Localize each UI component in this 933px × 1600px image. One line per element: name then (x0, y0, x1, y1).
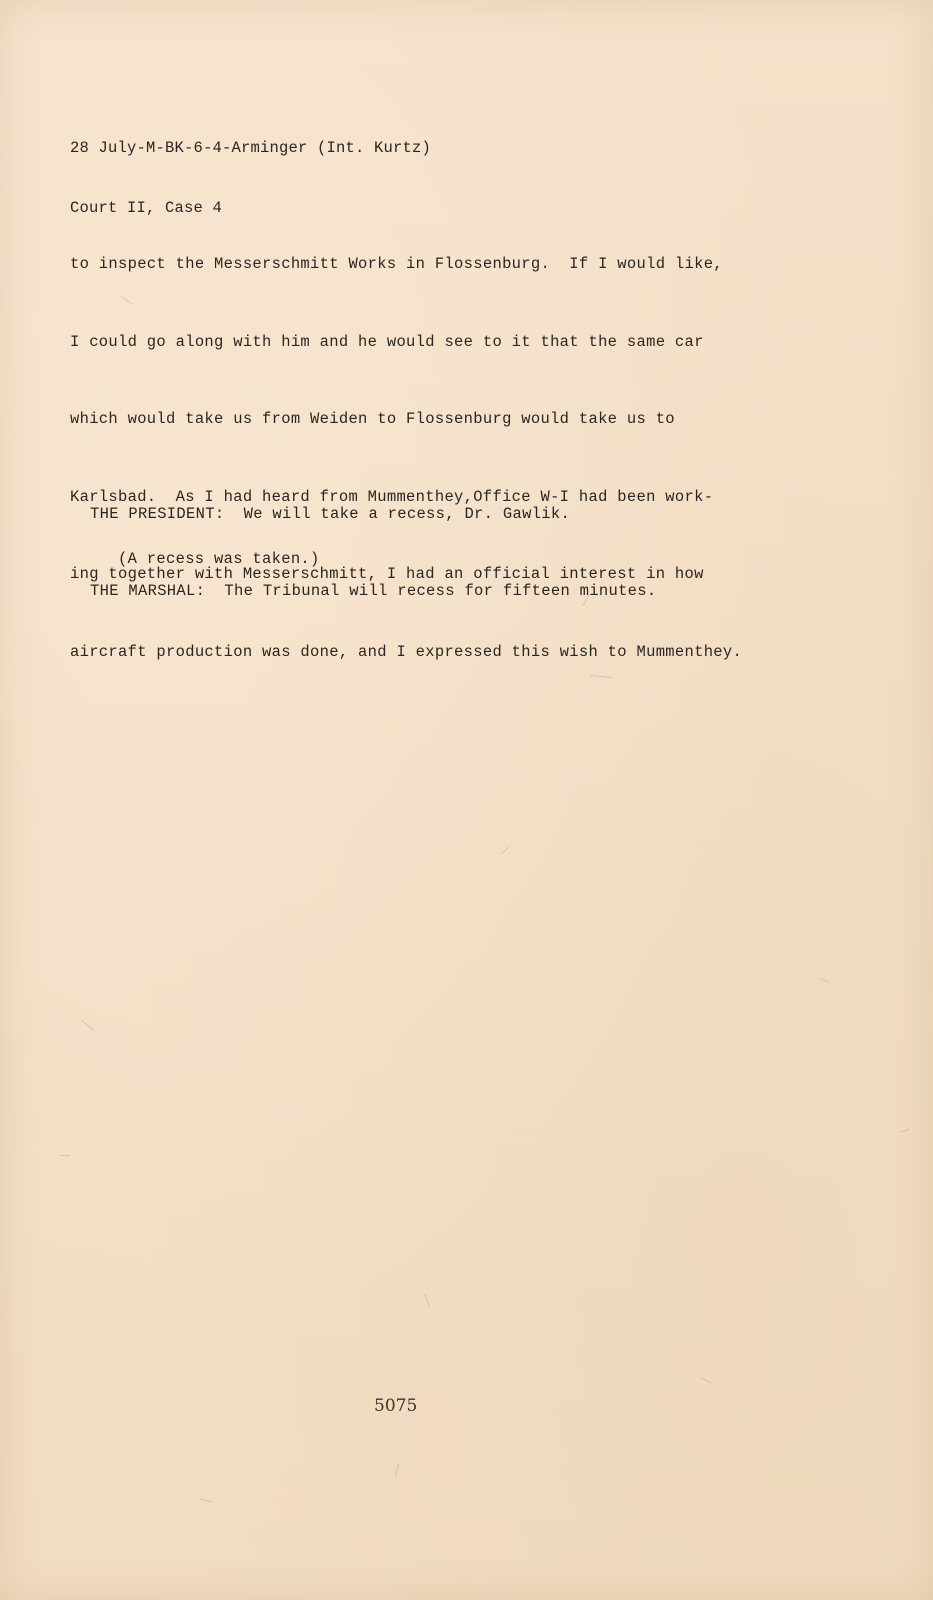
text-line: I could go along with him and he would see to it that the same car (70, 332, 704, 351)
page-number: 5075 (374, 1396, 418, 1416)
president-statement: THE PRESIDENT: We will take a recess, Dr. Gawlik. (90, 505, 571, 523)
header-line-date-reference: 28 July-M-BK-6-4-Arminger (Int. Kurtz) (70, 139, 432, 157)
text-line: Karlsbad. As I had heard from Mummenthey,Office W-I had been work- (70, 487, 714, 506)
header-line-court-case: Court II, Case 4 (70, 199, 223, 217)
text-line: to inspect the Messerschmitt Works in Flossenburg. If I would like, (70, 255, 723, 273)
text-line: aircraft production was done, and I expressed this wish to Mummenthey. (70, 642, 743, 661)
text-line: which would take us from Weiden to Flossenburg would take us to (70, 410, 675, 428)
recess-note: (A recess was taken.) (118, 550, 320, 568)
marshal-statement: THE MARSHAL: The Tribunal will recess for fifteen minutes. (90, 582, 657, 600)
text-line: ing together with Messerschmitt, I had an official interest in how (70, 565, 704, 583)
